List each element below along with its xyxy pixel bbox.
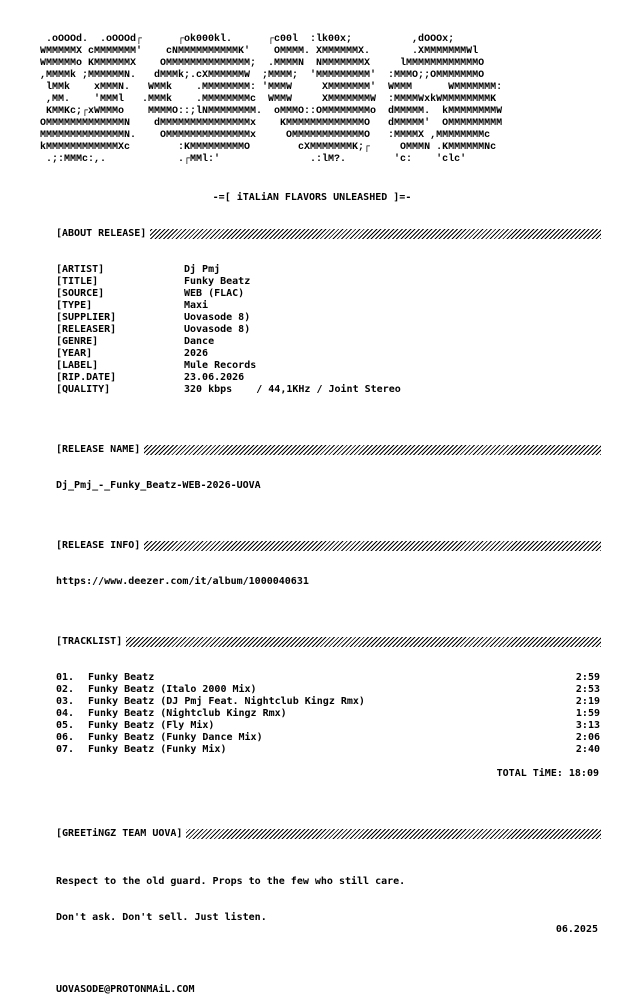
track-row xyxy=(56,684,600,696)
track-number: 03. xyxy=(56,696,75,707)
section-divider-bar xyxy=(144,445,601,455)
track-row xyxy=(56,720,600,732)
track-duration: 2:53 xyxy=(575,684,600,695)
about-value: 2026 xyxy=(184,348,209,359)
about-row-rip-date xyxy=(56,372,596,384)
track-duration: 2:59 xyxy=(575,672,600,683)
about-key: [YEAR] xyxy=(56,348,93,359)
section-divider-bar xyxy=(144,541,601,551)
release-name-value: Dj_Pmj_-_Funky_Beatz-WEB-2026-UOVA xyxy=(56,480,261,491)
section-divider-bar xyxy=(126,637,601,647)
greetings-line: Don't ask. Don't sell. Just listen. xyxy=(56,912,267,923)
about-row-type xyxy=(56,300,596,312)
section-header-greetings xyxy=(56,828,601,840)
about-value: 320 kbps / 44,1KHz / Joint Stereo xyxy=(184,384,401,395)
ascii-logo-art: .oOOOd. .oOOOd┌ ┌ok000kl. ┌c00l :lk00x; ,dOOOx; WMMMMMX cMMMMMMM' cNMMMMMMMMMMK' OMMMM. XMMMMMMX. .XMMMMMMMWl WMMMMMo KMMMMMMX OMMMMMMMMMMMMMM; .MMMMN NMMMMMMMX lMMMMMMMMMMMMO ,MMMMk ;MMMMMMN. dMMMk;.cXMMMMMMW ;MMMM; 'MMMMMMMMM' :MMMO;;OMMMMMMMO lMMk xMMMN. WMMk .MMMMMMMM: 'MMMW XMMMMMMM' WMMM WMMMMMMM: ,MM. 'MMMl .MMMk .MMMMMMMMc WMMW XMMMMMMMW :MMMMWxkWMMMMMMMMK KMMKc;┌xWMMMo MMMMO::;lNMMMMMMMM. oMMMO::OMMMMMMMMo dMMMMM. kMMMMMMMMW OMMMMMMMMMMMMMN dMMMMMMMMMMMMMMMx KMMMMMMMMMMMMMO dMMMMM' OMMMMMMMMM MMMMMMMMMMMMMMN. OMMMMMMMMMMMMMMx OMMMMMMMMMMMMO :MMMMX ,MMMMMMMMc kMMMMMMMMMMMMXc :KMMMMMMMMMO cXMMMMMMMK;┌ OMMMN .KMMMMMMNc .;:MMMc:,. .┌MMl:' .:lM?. 'c: 'clc' xyxy=(40,34,503,165)
track-title: Funky Beatz (Funky Mix) xyxy=(88,744,227,755)
track-title: Funky Beatz (Funky Dance Mix) xyxy=(88,732,263,743)
about-key: [RIP.DATE] xyxy=(56,372,117,383)
track-row xyxy=(56,732,600,744)
ascii-logo xyxy=(40,34,610,166)
track-duration: 2:19 xyxy=(575,696,600,707)
about-row-title xyxy=(56,276,596,288)
greetings-line: Respect to the old guard. Props to the few who still care. xyxy=(56,876,406,887)
about-row-releaser xyxy=(56,324,596,336)
tracklist xyxy=(56,672,600,756)
track-number: 01. xyxy=(56,672,75,683)
about-value: Uovasode 8) xyxy=(184,312,251,323)
about-key: [GENRE] xyxy=(56,336,99,347)
section-divider-bar xyxy=(150,229,601,239)
track-duration: 1:59 xyxy=(575,708,600,719)
about-key: [TITLE] xyxy=(56,276,99,287)
about-value: Dance xyxy=(184,336,215,347)
about-value: WEB (FLAC) xyxy=(184,288,245,299)
track-number: 02. xyxy=(56,684,75,695)
about-value: Mule Records xyxy=(184,360,257,371)
about-key: [SUPPLIER] xyxy=(56,312,117,323)
tagline: -=[ iTALiAN FLAVORS UNLEASHED ]=- xyxy=(212,192,412,203)
about-row-supplier xyxy=(56,312,596,324)
about-key: [RELEASER] xyxy=(56,324,117,335)
section-title-about: [ABOUT RELEASE] xyxy=(56,228,147,239)
track-row xyxy=(56,708,600,720)
about-key: [LABEL] xyxy=(56,360,99,371)
track-duration: 3:13 xyxy=(575,720,600,731)
about-release-table xyxy=(56,264,596,396)
track-number: 04. xyxy=(56,708,75,719)
greetings-block xyxy=(56,852,405,1008)
about-row-quality xyxy=(56,384,596,396)
track-title: Funky Beatz (DJ Pmj Feat. Nightclub Kingz Rmx) xyxy=(88,696,365,707)
about-key: [QUALITY] xyxy=(56,384,111,395)
section-title-greetings: [GREETiNGZ TEAM UOVA] xyxy=(56,828,183,839)
about-row-artist xyxy=(56,264,596,276)
section-header-release-name xyxy=(56,444,601,456)
about-value: 23.06.2026 xyxy=(184,372,245,383)
track-number: 07. xyxy=(56,744,75,755)
track-duration: 2:40 xyxy=(575,744,600,755)
section-divider-bar xyxy=(186,829,601,839)
about-key: [TYPE] xyxy=(56,300,93,311)
about-value: Dj Pmj xyxy=(184,264,221,275)
track-row xyxy=(56,696,600,708)
about-key: [ARTIST] xyxy=(56,264,105,275)
track-title: Funky Beatz xyxy=(88,672,155,683)
about-row-source xyxy=(56,288,596,300)
track-duration: 2:06 xyxy=(575,732,600,743)
about-key: [SOURCE] xyxy=(56,288,105,299)
about-row-genre xyxy=(56,336,596,348)
track-title: Funky Beatz (Fly Mix) xyxy=(88,720,215,731)
total-time: TOTAL TiME: 18:09 xyxy=(496,768,599,779)
track-row xyxy=(56,744,600,756)
blank-line xyxy=(56,948,405,960)
section-title-tracklist: [TRACKLIST] xyxy=(56,636,123,647)
about-value: Uovasode 8) xyxy=(184,324,251,335)
about-value: Maxi xyxy=(184,300,209,311)
track-number: 06. xyxy=(56,732,75,743)
contact-email[interactable]: UOVASODE@PROTONMAiL.COM xyxy=(56,984,195,995)
section-title-release-name: [RELEASE NAME] xyxy=(56,444,141,455)
track-number: 05. xyxy=(56,720,75,731)
footer-date: 06.2025 xyxy=(555,924,598,935)
about-value: Funky Beatz xyxy=(184,276,251,287)
track-title: Funky Beatz (Nightclub Kingz Rmx) xyxy=(88,708,287,719)
section-header-tracklist xyxy=(56,636,601,648)
track-title: Funky Beatz (Italo 2000 Mix) xyxy=(88,684,257,695)
about-row-label xyxy=(56,360,596,372)
section-header-release-info xyxy=(56,540,601,552)
section-title-release-info: [RELEASE INFO] xyxy=(56,540,141,551)
track-row xyxy=(56,672,600,684)
about-row-year xyxy=(56,348,596,360)
release-info-url[interactable]: https://www.deezer.com/it/album/1000040631 xyxy=(56,576,309,587)
section-header-about xyxy=(56,228,601,240)
